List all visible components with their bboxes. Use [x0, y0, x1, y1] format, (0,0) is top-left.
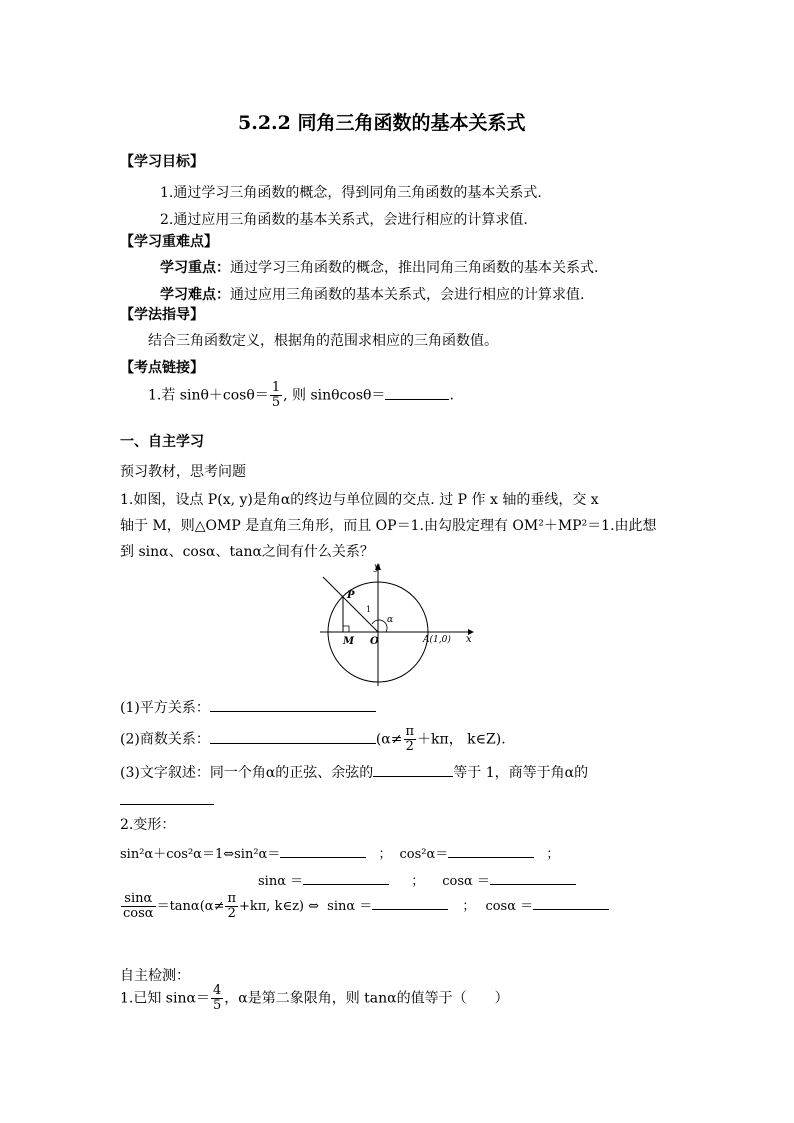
check-q1-num: 4	[212, 983, 222, 998]
relation-text-blank-2[interactable]	[120, 791, 214, 805]
relation-square	[120, 697, 376, 717]
transform-l3-c: sinα ＝	[327, 899, 373, 914]
transform-l3-pi-fraction	[225, 892, 238, 921]
exam-question-1	[148, 381, 454, 410]
transform-l3-pi-den: 2	[227, 906, 236, 921]
check-question-1	[120, 984, 509, 1013]
relation-square-label: (1)平方关系：	[120, 700, 210, 716]
transform-l2-b: cosα ＝	[442, 874, 490, 889]
relation-frac-num: π	[405, 724, 415, 739]
label-m: M	[343, 636, 355, 647]
relation-text	[120, 762, 588, 782]
transform-line-3	[120, 892, 609, 921]
section1-paragraph-line-1: 1.如图，设点 P(x, y)是角α的终边与单位圆的交点. 过 P 作 x 轴的垂线，交 x	[120, 492, 599, 508]
transform-heading: 2.变形：	[120, 817, 176, 833]
transform-l3-fraction	[121, 892, 156, 921]
relation-quotient-fraction	[404, 725, 417, 754]
transform-line-1	[120, 843, 559, 862]
relation-text-b: 等于 1，商等于角α的	[453, 765, 589, 781]
exam-q1-prefix: 1.若 sinθ＋cosθ＝	[148, 387, 269, 404]
method-heading: 【学法指导】	[120, 307, 204, 323]
exam-q1-end: .	[449, 387, 454, 404]
transform-l2-blank-2[interactable]	[490, 870, 576, 885]
exam-fraction	[270, 381, 282, 410]
relation-quotient-blank[interactable]	[210, 729, 376, 744]
angle-arc	[372, 620, 387, 632]
relation-square-blank[interactable]	[210, 697, 376, 712]
transform-l1-b: cos²α＝	[399, 847, 449, 862]
transform-l3-blank-1[interactable]	[372, 895, 448, 910]
label-a: A(1,0)	[423, 635, 451, 645]
exam-frac-den: 5	[271, 395, 281, 410]
check-q1-a: 1.已知 sinα＝	[120, 990, 210, 1007]
transform-line-2	[258, 870, 576, 889]
transform-l3-den: cosα	[123, 906, 154, 921]
transform-l1-blank-2[interactable]	[448, 843, 534, 858]
transform-l3-num: sinα	[121, 892, 156, 907]
transform-l3-sep: ；	[462, 899, 476, 914]
transform-l1-sep: ；	[378, 847, 392, 862]
relation-text-blank-1[interactable]	[373, 762, 453, 777]
page-title: 5.2.2 同角三角函数的基本关系式	[238, 112, 526, 134]
label-y: y	[374, 562, 380, 573]
goal-item-1: 1.通过学习三角函数的概念，得到同角三角函数的基本关系式.	[160, 185, 542, 201]
relation-frac-den: 2	[405, 739, 414, 754]
check-heading: 自主检测：	[120, 968, 190, 984]
transform-l3-blank-2[interactable]	[533, 895, 609, 910]
check-q1-den: 5	[212, 998, 222, 1013]
difficulty-text: 通过应用三角函数的基本关系式，会进行相应的计算求值.	[230, 287, 585, 303]
transform-l1-end: ；	[546, 847, 560, 862]
method-text: 结合三角函数定义，根据角的范围求相应的三角函数值。	[148, 333, 498, 349]
key-label: 学习重点：	[160, 260, 230, 276]
relation-quotient-cond-close: ＋kπ， k∈Z).	[417, 731, 506, 748]
transform-l3-b: +kπ, k∈z) ⇔	[238, 899, 320, 914]
label-one: 1	[366, 605, 372, 614]
section1-paragraph-line-2: 轴于 M，则△OMP 是直角三角形，而且 OP＝1.由勾股定理有 OM²＋MP²＝1.由此想	[120, 518, 657, 534]
exam-heading: 【考点链接】	[120, 360, 204, 376]
label-o: O	[370, 636, 379, 647]
transform-l1-blank-1[interactable]	[280, 843, 366, 858]
section1-paragraph-line-3: 到 sinα、cosα、tanα之间有什么关系？	[120, 544, 374, 560]
unit-circle-figure	[318, 558, 478, 690]
transform-l3-d: cosα ＝	[485, 899, 534, 914]
transform-l2-blank-1[interactable]	[303, 870, 389, 885]
label-p: P	[347, 590, 355, 601]
transform-l2-a: sinα ＝	[258, 874, 304, 889]
goal-item-2: 2.通过应用三角函数的基本关系式，会进行相应的计算求值.	[160, 212, 528, 228]
right-angle-mark	[343, 626, 349, 632]
key-points-heading: 【学习重难点】	[120, 234, 218, 250]
transform-l2-sep: ；	[411, 874, 425, 889]
label-x: x	[466, 634, 472, 645]
difficulty-line	[160, 284, 584, 304]
key-point-line	[160, 257, 598, 277]
relation-quotient-cond-open: (α≠	[375, 731, 403, 748]
section1-heading: 一、自主学习	[120, 434, 204, 450]
exam-frac-num: 1	[271, 380, 281, 395]
exam-q1-blank[interactable]	[385, 385, 449, 400]
transform-l1-a: sin²α＋cos²α＝1⇔sin²α＝	[120, 847, 281, 862]
check-q1-fraction	[211, 984, 223, 1013]
relation-text-a: (3)文字叙述：同一个角α的正弦、余弦的	[120, 765, 374, 781]
exam-q1-mid: , 则 sinθcosθ＝	[283, 387, 386, 404]
relation-quotient	[120, 725, 506, 754]
label-alpha: α	[387, 615, 394, 625]
difficulty-label: 学习难点：	[160, 287, 230, 303]
transform-l3-a: ＝tanα(α≠	[156, 899, 225, 914]
key-text: 通过学习三角函数的概念，推出同角三角函数的基本关系式.	[230, 260, 599, 276]
relation-quotient-label: (2)商数关系：	[120, 731, 210, 748]
check-q1-b: ，α是第二象限角，则 tanα的值等于（ ）	[224, 990, 509, 1007]
transform-l3-pi-num: π	[227, 891, 236, 906]
goals-heading: 【学习目标】	[120, 154, 204, 170]
section1-intro: 预习教材，思考问题	[120, 464, 246, 480]
